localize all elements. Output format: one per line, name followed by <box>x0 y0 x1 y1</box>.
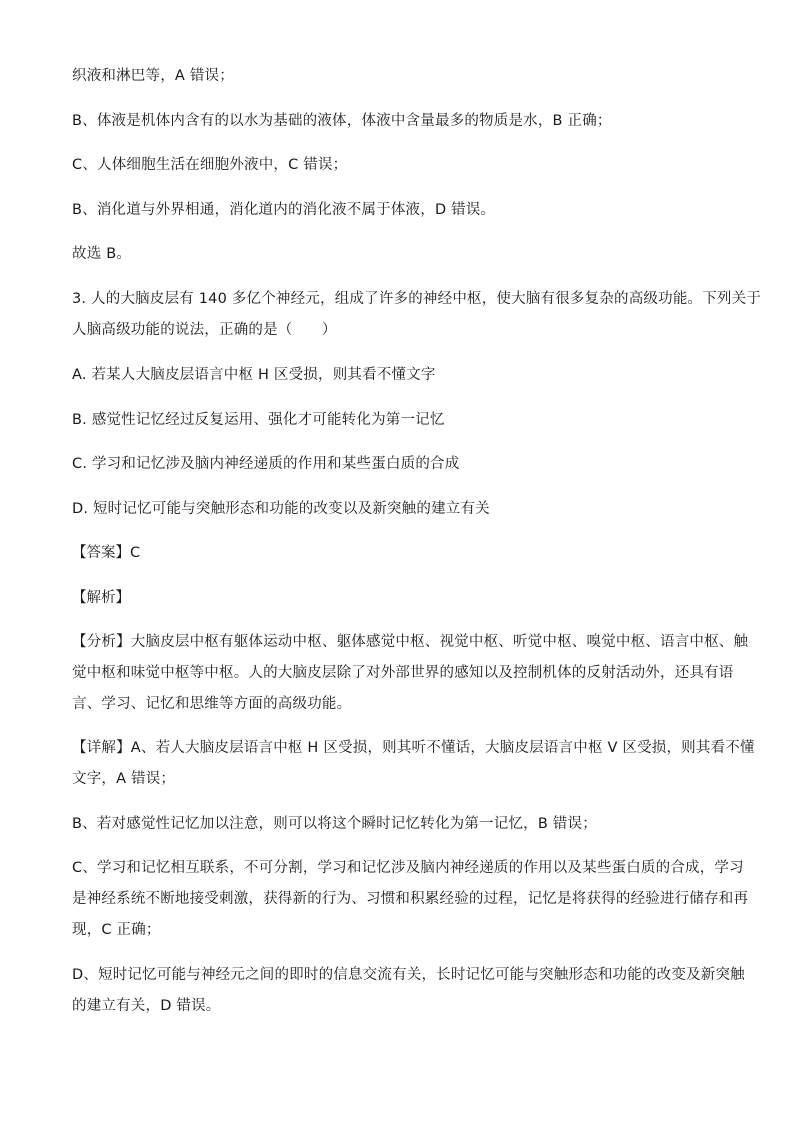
detail-text: 是神经系统不断地接受刺激，获得新的行为、习惯和积累经验的过程，记忆是将获得的经验进行储存和再 <box>72 891 749 907</box>
detail-text: 【详解】A、若人大脑皮层语言中枢 H 区受损，则其听不懂话，大脑皮层语言中枢 V 区受损，则其看不懂 <box>72 740 755 756</box>
answer-line: 【答案】C <box>72 545 141 561</box>
text-line: 故选 B。 <box>72 246 132 262</box>
analysis-text: 【分析】大脑皮层中枢有躯体运动中枢、躯体感觉中枢、视觉中枢、听觉中枢、嗅觉中枢、语言中枢、触 <box>72 634 749 650</box>
detail-text: 文字，A 错误； <box>72 771 176 787</box>
analysis-text: 言、学习、记忆和思维等方面的高级功能。 <box>72 696 352 712</box>
text-line: B、消化道与外界相通，消化道内的消化液不属于体液，D 错误。 <box>72 202 496 218</box>
text-line: B、体液是机体内含有的以水为基础的液体，体液中含量最多的物质是水，B 正确； <box>72 113 612 129</box>
detail-text: C、学习和记忆相互联系，不可分割，学习和记忆涉及脑内神经递质的作用以及某些蛋白质的合成，学习 <box>72 860 744 876</box>
option-c: C. 学习和记忆涉及脑内神经递质的作用和某些蛋白质的合成 <box>72 456 460 472</box>
option-b: B. 感觉性记忆经过反复运用、强化才可能转化为第一记忆 <box>72 412 445 428</box>
detail-text: 现，C 正确； <box>72 922 161 938</box>
text-line: C、人体细胞生活在细胞外液中，C 错误； <box>72 157 348 173</box>
detail-text: 的建立有关，D 错误。 <box>72 998 221 1014</box>
question-stem: 人脑高级功能的说法，正确的是（ ） <box>72 322 337 338</box>
question-stem: 3. 人的大脑皮层有 140 多亿个神经元，组成了许多的神经中枢，使大脑有很多复杂的高级功能。下列关于 <box>72 291 762 307</box>
text-line: 织液和淋巴等，A 错误； <box>72 68 234 84</box>
option-a: A. 若某人大脑皮层语言中枢 H 区受损，则其看不懂文字 <box>72 367 436 383</box>
detail-text: D、短时记忆可能与神经元之间的即时的信息交流有关，长时记忆可能与突触形态和功能的改变及新突触 <box>72 967 745 983</box>
analysis-heading: 【解析】 <box>72 590 130 606</box>
option-d: D. 短时记忆可能与突触形态和功能的改变以及新突触的建立有关 <box>72 501 490 517</box>
detail-text: B、若对感觉性记忆加以注意，则可以将这个瞬时记忆转化为第一记忆，B 错误； <box>72 816 597 832</box>
analysis-text: 觉中枢和味觉中枢等中枢。人的大脑皮层除了对外部世界的感知以及控制机体的反射活动外，还具有语 <box>72 665 734 681</box>
